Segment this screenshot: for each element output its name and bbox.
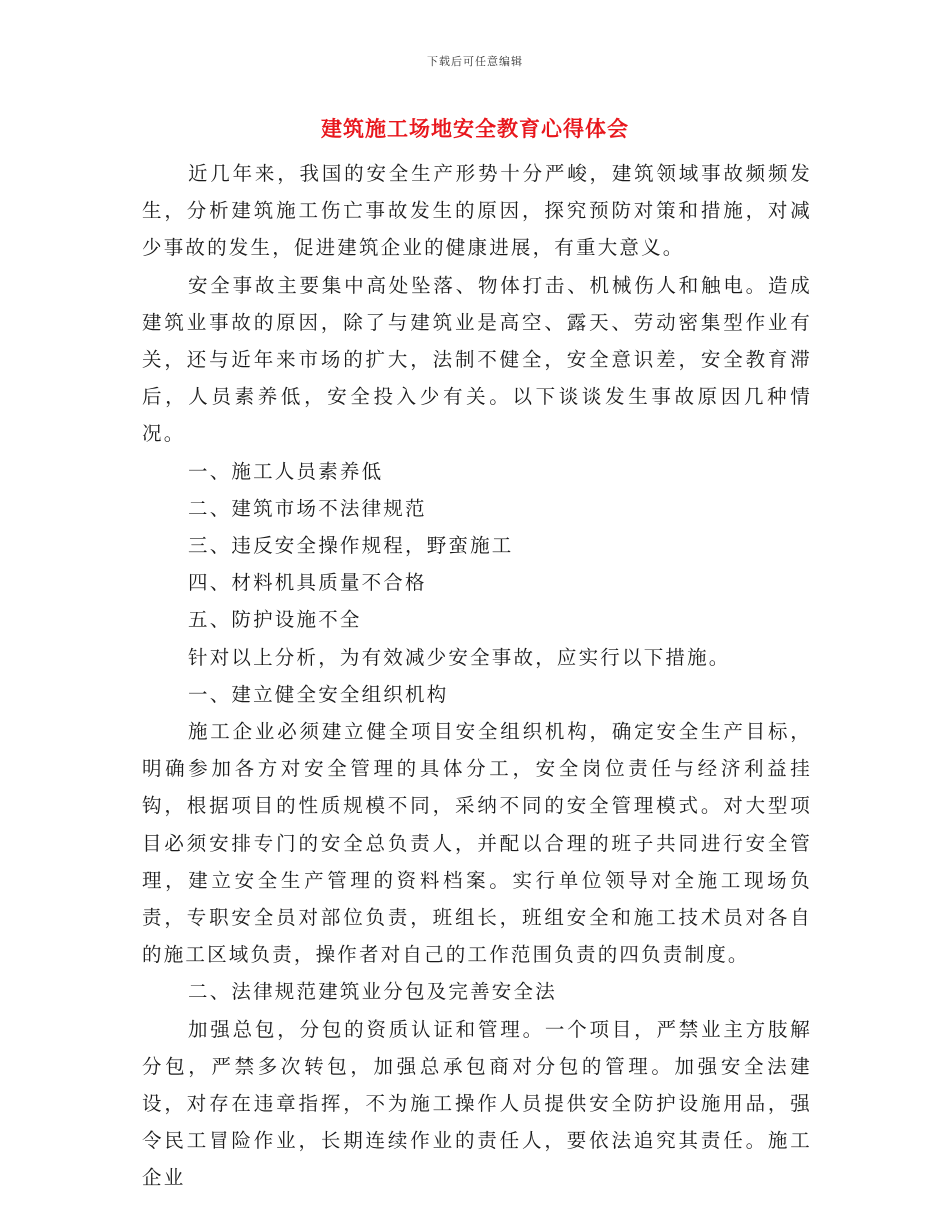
header-note: 下载后可任意编辑: [427, 55, 523, 68]
paragraph: 安全事故主要集中高处坠落、物体打击、机械伤人和触电。造成建筑业事故的原因，除了与建筑业是高空、露天、劳动密集型作业有关，还与近年来市场的扩大，法制不健全，安全意识差，安全教育滞后，人员素养低，安全投入少有关。以下谈谈发生事故原因几种情况。: [142, 273, 812, 446]
document-body: [142, 155, 812, 1197]
list-item: 五、防护设施不全: [188, 608, 362, 632]
list-item: 一、施工人员素养低: [188, 459, 384, 483]
list-item: 三、违反安全操作规程，野蛮施工: [188, 534, 514, 558]
paragraph: 施工企业必须建立健全项目安全组织机构，确定安全生产目标，明确参加各方对安全管理的具体分工，安全岗位责任与经济利益挂钩，根据项目的性质规模不同，采纳不同的安全管理模式。对大型项目必须安排专门的安全总负责人，并配以合理的班子共同进行安全管理，建立安全生产管理的资料档案。实行单位领导对全施工现场负责，专职安全员对部位负责，班组长，班组安全和施工技术员对各自的施工区域负责，操作者对自己的工作范围负责的四负责制度。: [142, 720, 812, 967]
list-item: 二、建筑市场不法律规范: [188, 496, 427, 520]
paragraph: 近几年来，我国的安全生产形势十分严峻，建筑领域事故频频发生，分析建筑施工伤亡事故发生的原因，探究预防对策和措施，对减少事故的发生，促进建筑企业的健康进展，有重大意义。: [142, 162, 812, 260]
section-heading: 二、法律规范建筑业分包及完善安全法: [188, 980, 557, 1004]
list-item: 四、材料机具质量不合格: [188, 571, 427, 595]
paragraph: 加强总包，分包的资质认证和管理。一个项目，严禁业主方肢解分包，严禁多次转包，加强总承包商对分包的管理。加强安全法建设，对存在违章指挥，不为施工操作人员提供安全防护设施用品，强令民工冒险作业，长期连续作业的责任人，要依法追究其责任。施工企业: [142, 1017, 812, 1190]
section-heading: 一、建立健全安全组织机构: [188, 682, 449, 706]
paragraph: 针对以上分析，为有效减少安全事故，应实行以下措施。: [188, 645, 731, 669]
document-title: 建筑施工场地安全教育心得体会: [321, 116, 629, 141]
